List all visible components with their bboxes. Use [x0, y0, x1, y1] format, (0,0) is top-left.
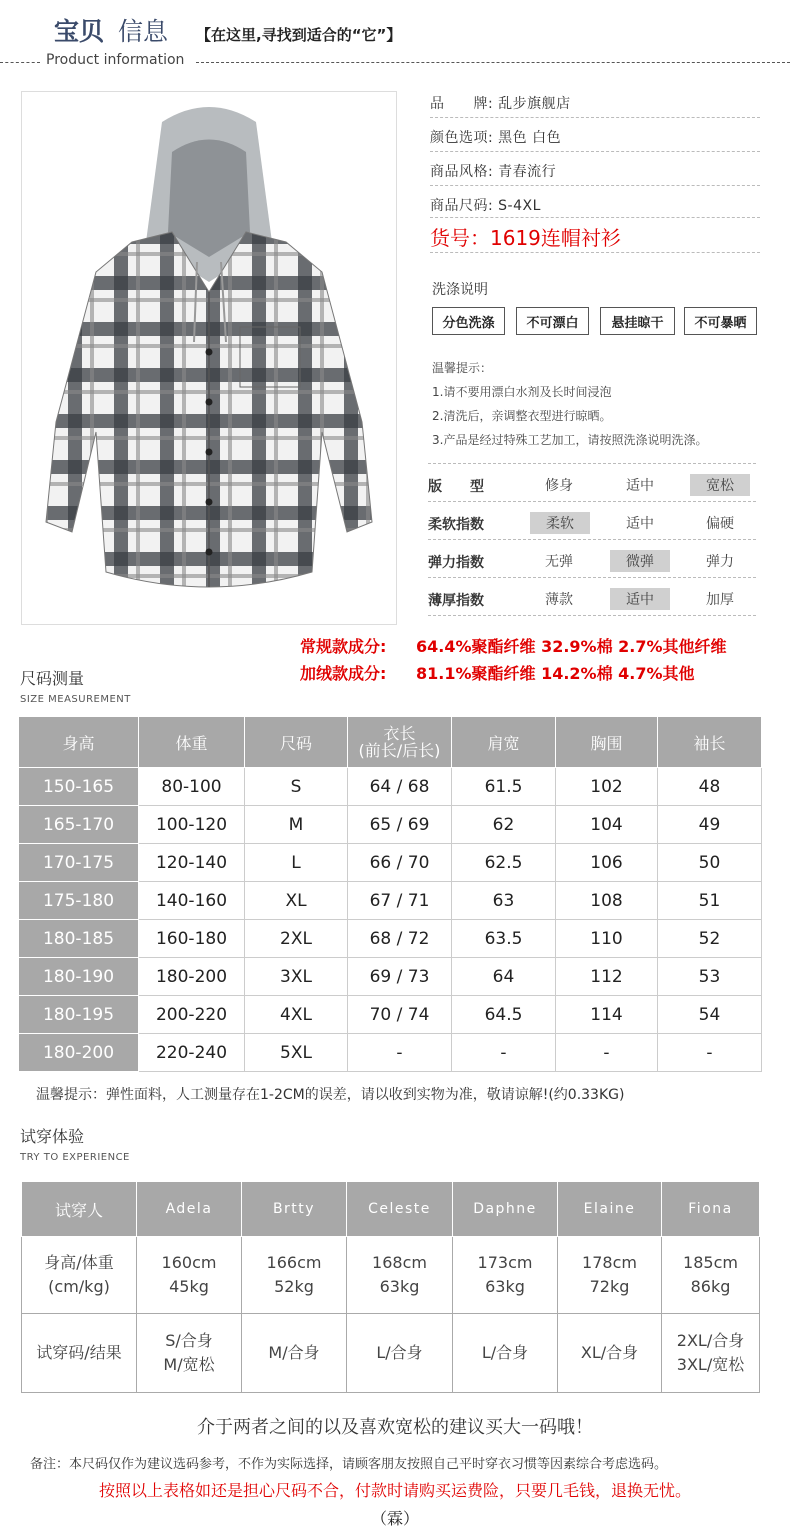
size-label: 商品尺码: — [430, 198, 494, 214]
header-english: Product information — [46, 52, 185, 68]
size-cell: 114 — [556, 996, 658, 1034]
try-row-label-main: 身高/体重 — [44, 1253, 114, 1272]
try-fit-cell — [347, 1314, 453, 1393]
size-cell: 220-240 — [139, 1034, 245, 1072]
style-row — [430, 161, 556, 181]
try-height: 173cm — [477, 1253, 533, 1272]
attr-divider — [428, 539, 756, 540]
size-cell: 54 — [658, 996, 762, 1034]
try-body-cell — [137, 1237, 242, 1314]
tip-item: 2.清洗后，亲调整衣型进行晾晒。 — [432, 409, 612, 423]
size-cell: 69 / 73 — [348, 958, 452, 996]
size-table-row — [19, 1034, 762, 1072]
info-divider — [430, 185, 760, 186]
size-cell: 4XL — [245, 996, 348, 1034]
header-length — [348, 717, 452, 768]
size-cell: 180-200 — [19, 1034, 139, 1072]
try-row-label-sub: (cm/kg) — [48, 1277, 110, 1296]
chest-pocket — [240, 327, 300, 387]
try-person: Brtty — [242, 1182, 347, 1237]
size-section-title: 尺码测量 — [20, 669, 85, 688]
try-section-title: 试穿体验 — [20, 1127, 85, 1146]
try-person: Daphne — [453, 1182, 558, 1237]
try-body-cell — [558, 1237, 662, 1314]
size-cell: 62.5 — [452, 844, 556, 882]
size-cell: - — [658, 1034, 762, 1072]
wash-title: 洗涤说明 — [432, 282, 488, 298]
attr-option-selected: 柔软 — [530, 512, 590, 534]
color-label: 颜色选项: — [430, 130, 494, 146]
try-fit-cell — [242, 1314, 347, 1393]
size-cell: 120-140 — [139, 844, 245, 882]
try-weight: 52kg — [274, 1277, 314, 1296]
composition-fleece-label: 加绒款成分: — [300, 664, 387, 683]
header-size: 尺码 — [245, 717, 348, 768]
try-fit-a: M/合身 — [268, 1343, 320, 1362]
try-body-cell — [662, 1237, 760, 1314]
size-cell: 100-120 — [139, 806, 245, 844]
product-photo — [21, 91, 397, 625]
info-divider — [430, 217, 760, 218]
try-fit-cell — [662, 1314, 760, 1393]
header-title-light: 信息 — [118, 17, 169, 46]
try-table-header — [22, 1182, 760, 1237]
try-person: Fiona — [662, 1182, 760, 1237]
size-cell: 160-180 — [139, 920, 245, 958]
size-cell: 70 / 74 — [348, 996, 452, 1034]
size-advice: 介于两者之间的以及喜欢宽松的建议买大一码哦！ — [197, 1417, 593, 1438]
header-sleeve: 袖长 — [658, 717, 762, 768]
color-value: 黑色 白色 — [498, 130, 562, 146]
size-cell: 67 / 71 — [348, 882, 452, 920]
header-length-sub: (前长/后长) — [358, 741, 441, 760]
size-cell: 2XL — [245, 920, 348, 958]
try-height: 168cm — [372, 1253, 427, 1272]
header-divider-left — [0, 62, 40, 63]
try-weight: 45kg — [169, 1277, 209, 1296]
size-cell: 175-180 — [19, 882, 139, 920]
size-cell: 106 — [556, 844, 658, 882]
attr-option: 修身 — [545, 478, 573, 494]
composition-regular-label: 常规款成分: — [300, 637, 387, 656]
try-person: Celeste — [347, 1182, 453, 1237]
size-cell: L — [245, 844, 348, 882]
try-person: Elaine — [558, 1182, 662, 1237]
try-row-fit — [22, 1314, 760, 1393]
footer-sign: （霖） — [370, 1509, 419, 1528]
header-weight: 体重 — [139, 717, 245, 768]
size-cell: 108 — [556, 882, 658, 920]
try-fit-a: XL/合身 — [580, 1343, 639, 1362]
size-table-row — [19, 806, 762, 844]
attr-option: 偏硬 — [706, 516, 734, 532]
composition-fleece: 81.1%聚酯纤维 14.2%棉 4.7%其他 — [416, 664, 695, 683]
size-table-row — [19, 958, 762, 996]
size-table-row — [19, 882, 762, 920]
size-cell: 180-190 — [19, 958, 139, 996]
size-cell: 3XL — [245, 958, 348, 996]
attr-option-selected: 宽松 — [690, 474, 750, 496]
size-cell: 180-185 — [19, 920, 139, 958]
style-label: 商品风格: — [430, 164, 494, 180]
attr-label-elasticity: 弹力指数 — [428, 555, 484, 571]
try-table — [21, 1181, 760, 1393]
brand-value: 乱步旗舰店 — [498, 96, 571, 112]
size-cell: 110 — [556, 920, 658, 958]
header-shoulder: 肩宽 — [452, 717, 556, 768]
footer-red-note: 按照以上表格如还是担心尺码不合，付款时请购买运费险，只要几毛钱，退换无忧。 — [98, 1481, 691, 1500]
try-row-body — [22, 1237, 760, 1314]
try-fit-label: 试穿码/结果 — [22, 1314, 137, 1393]
size-cell: 66 / 70 — [348, 844, 452, 882]
footer-note: 备注：本尺码仅作为建议选码参考，不作为实际选择，请顾客朋友按照自己平时穿衣习惯等因素综合考虑选码。 — [30, 1457, 668, 1472]
try-header-label: 试穿人 — [22, 1182, 137, 1237]
size-cell: 112 — [556, 958, 658, 996]
wash-item: 分色洗涤 — [432, 307, 505, 335]
try-row-label — [22, 1237, 137, 1314]
info-divider — [430, 117, 760, 118]
attr-label-thickness: 薄厚指数 — [428, 593, 484, 609]
size-cell: 165-170 — [19, 806, 139, 844]
attr-option: 弹力 — [706, 554, 734, 570]
size-table — [18, 716, 762, 1072]
size-cell: 51 — [658, 882, 762, 920]
size-section-english: SIZE MEASUREMENT — [20, 694, 131, 705]
attr-option: 加厚 — [706, 592, 734, 608]
try-person: Adela — [137, 1182, 242, 1237]
try-fit-a: S/合身 — [165, 1331, 213, 1350]
attr-option: 适中 — [626, 478, 654, 494]
header-subtitle: 【在这里,寻找到适合的“它”】 — [196, 26, 402, 44]
try-weight: 63kg — [485, 1277, 525, 1296]
try-section-english: TRY TO EXPERIENCE — [20, 1152, 130, 1163]
attr-option-selected: 微弹 — [610, 550, 670, 572]
size-cell: 64 — [452, 958, 556, 996]
header-height: 身高 — [19, 717, 139, 768]
size-cell: 64 / 68 — [348, 768, 452, 806]
try-body-cell — [453, 1237, 558, 1314]
wash-item: 不可漂白 — [516, 307, 589, 335]
size-cell: 104 — [556, 806, 658, 844]
try-fit-b: 3XL/宽松 — [676, 1355, 745, 1374]
size-cell: 140-160 — [139, 882, 245, 920]
size-table-row — [19, 996, 762, 1034]
tips-title: 温馨提示： — [432, 361, 493, 375]
size-table-row — [19, 844, 762, 882]
brand-label: 品 牌: — [430, 96, 494, 112]
wash-item: 不可暴晒 — [684, 307, 757, 335]
size-cell: 180-195 — [19, 996, 139, 1034]
try-fit-cell — [137, 1314, 242, 1393]
tip-item: 3.产品是经过特殊工艺加工，请按照洗涤说明洗涤。 — [432, 433, 708, 447]
size-cell: 64.5 — [452, 996, 556, 1034]
size-cell: 170-175 — [19, 844, 139, 882]
header-divider-right — [196, 62, 790, 63]
size-cell: 49 — [658, 806, 762, 844]
size-cell: 80-100 — [139, 768, 245, 806]
try-height: 178cm — [582, 1253, 637, 1272]
composition-regular: 64.4%聚酯纤维 32.9%棉 2.7%其他纤维 — [416, 637, 727, 656]
try-fit-cell — [453, 1314, 558, 1393]
style-value: 青春流行 — [498, 164, 557, 180]
size-cell: 63 — [452, 882, 556, 920]
header-length-main: 衣长 — [383, 724, 416, 743]
size-cell: M — [245, 806, 348, 844]
attr-divider — [428, 463, 756, 464]
size-cell: 50 — [658, 844, 762, 882]
size-cell: 53 — [658, 958, 762, 996]
attr-divider — [428, 615, 756, 616]
size-cell: 150-165 — [19, 768, 139, 806]
try-fit-b: M/宽松 — [163, 1355, 215, 1374]
try-fit-a: 2XL/合身 — [676, 1331, 745, 1350]
size-cell: 63.5 — [452, 920, 556, 958]
size-cell: 52 — [658, 920, 762, 958]
color-row — [430, 127, 561, 147]
try-weight: 86kg — [690, 1277, 731, 1296]
size-cell: - — [556, 1034, 658, 1072]
try-weight: 72kg — [589, 1277, 630, 1296]
info-divider — [430, 151, 760, 152]
attr-label-fit: 版 型 — [428, 479, 484, 495]
attr-option: 薄款 — [545, 592, 573, 608]
try-height: 160cm — [161, 1253, 217, 1272]
size-table-row — [19, 920, 762, 958]
size-cell: 5XL — [245, 1034, 348, 1072]
try-fit-a: L/合身 — [481, 1343, 529, 1362]
size-cell: 180-200 — [139, 958, 245, 996]
try-height: 166cm — [266, 1253, 322, 1272]
attr-option: 适中 — [626, 516, 654, 532]
size-table-row — [19, 768, 762, 806]
size-cell: 200-220 — [139, 996, 245, 1034]
attr-label-softness: 柔软指数 — [428, 517, 484, 533]
try-fit-a: L/合身 — [376, 1343, 423, 1362]
header-title-bold: 宝贝 — [54, 17, 105, 46]
size-cell: 48 — [658, 768, 762, 806]
size-cell: - — [348, 1034, 452, 1072]
size-row — [430, 195, 541, 215]
brand-row — [430, 93, 571, 113]
size-cell: XL — [245, 882, 348, 920]
size-cell: S — [245, 768, 348, 806]
size-cell: 62 — [452, 806, 556, 844]
attr-divider — [428, 577, 756, 578]
header-chest: 胸围 — [556, 717, 658, 768]
size-cell: 102 — [556, 768, 658, 806]
size-value: S-4XL — [498, 198, 541, 214]
try-body-cell — [347, 1237, 453, 1314]
article-number: 货号：1619连帽衬衫 — [430, 226, 621, 250]
size-cell: 65 / 69 — [348, 806, 452, 844]
size-cell: 68 / 72 — [348, 920, 452, 958]
info-divider — [430, 252, 760, 253]
try-weight: 63kg — [379, 1277, 420, 1296]
try-body-cell — [242, 1237, 347, 1314]
try-height: 185cm — [683, 1253, 738, 1272]
size-cell: 61.5 — [452, 768, 556, 806]
wash-item: 悬挂晾干 — [600, 307, 675, 335]
try-fit-cell — [558, 1314, 662, 1393]
attr-option-selected: 适中 — [610, 588, 670, 610]
tip-item: 1.请不要用漂白水剂及长时间浸泡 — [432, 385, 612, 399]
attr-divider — [428, 501, 756, 502]
size-note: 温馨提示：弹性面料，人工测量存在1-2CM的误差，请以收到实物为准，敬请谅解!(约0.33KG) — [36, 1087, 625, 1103]
size-table-header — [19, 717, 762, 768]
size-cell: - — [452, 1034, 556, 1072]
attr-option: 无弹 — [545, 554, 573, 570]
